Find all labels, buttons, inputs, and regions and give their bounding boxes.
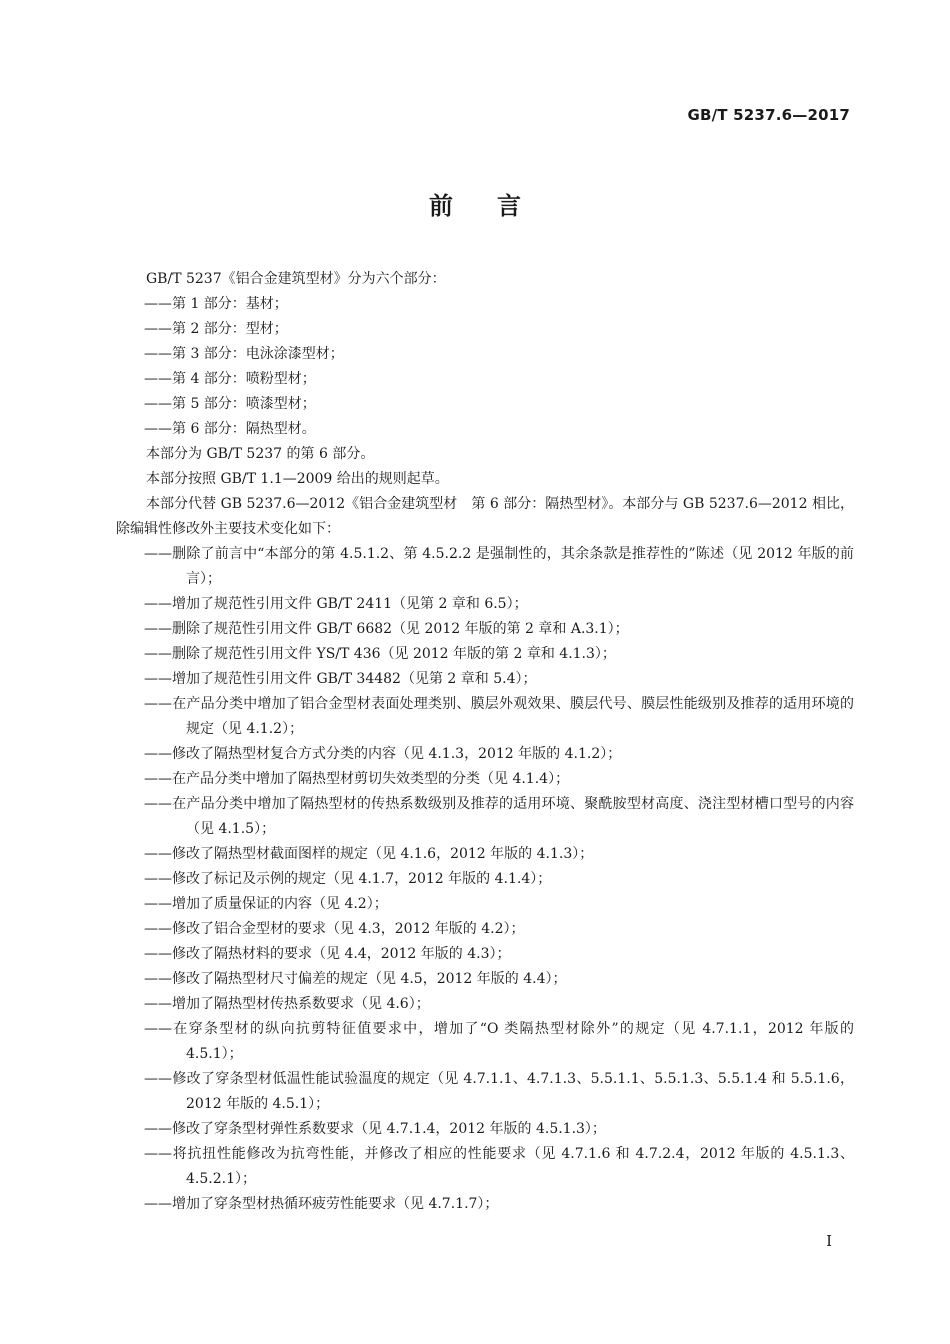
list-item: ——修改了穿条型材弹性系数要求（见 4.7.1.4，2012 年版的 4.5.1.3）； <box>144 1121 606 1137</box>
statement-paragraph: 本部分代替 GB 5237.6—2012《铝合金建筑型材 第 6 部分：隔热型材》。本部分与 GB 5237.6—2012 相比，除编辑性修改外主要技术变化如下： <box>116 496 854 537</box>
list-item: ——增加了穿条型材热循环疲劳性能要求（见 4.7.1.7）； <box>144 1196 499 1212</box>
list-item: ——删除了规范性引用文件 GB/T 6682（见 2012 年版的第 2 章和 A.3.1）； <box>144 621 629 637</box>
list-item: ——第 2 部分：型材； <box>144 321 288 337</box>
list-item: ——修改了标记及示例的规定（见 4.1.7，2012 年版的 4.1.4）； <box>144 871 552 887</box>
list-item: ——修改了隔热型材复合方式分类的内容（见 4.1.3，2012 年版的 4.1.2）； <box>144 746 622 762</box>
changes-list <box>116 542 854 1217</box>
list-item: ——在产品分类中增加了隔热型材剪切失效类型的分类（见 4.1.4）； <box>144 771 570 787</box>
statement-paragraph: 本部分为 GB/T 5237 的第 6 部分。 <box>146 446 375 462</box>
list-item: ——删除了规范性引用文件 YS/T 436（见 2012 年版的第 2 章和 4.1.3）； <box>144 646 616 662</box>
list-item: ——第 5 部分：喷漆型材； <box>144 396 316 412</box>
list-item: ——修改了铝合金型材的要求（见 4.3，2012 年版的 4.2）； <box>144 921 525 937</box>
list-item: ——第 1 部分：基材； <box>144 296 288 312</box>
list-item: ——增加了隔热型材传热系数要求（见 4.6）； <box>144 996 430 1012</box>
standard-code: GB/T 5237.6—2017 <box>687 106 850 124</box>
list-item: ——增加了规范性引用文件 GB/T 2411（见第 2 章和 6.5）； <box>144 596 528 612</box>
page-number: I <box>826 1232 832 1250</box>
page-title: 前言 <box>429 192 565 220</box>
preface-body <box>116 267 854 1217</box>
list-item: ——第 4 部分：喷粉型材； <box>144 371 316 387</box>
list-item: ——第 6 部分：隔热型材。 <box>144 421 316 437</box>
list-item: ——将抗扭性能修改为抗弯性能，并修改了相应的性能要求（见 4.7.1.6 和 4.7.2.4，2012 年版的 4.5.1.3、4.5.2.1）； <box>144 1146 854 1187</box>
list-item: ——修改了穿条型材低温性能试验温度的规定（见 4.7.1.1、4.7.1.3、5.5.1.1、5.5.1.3、5.5.1.4 和 5.5.1.6，2012 年版的 4.5.1）； <box>144 1071 854 1112</box>
list-item: ——删除了前言中“本部分的第 4.5.1.2、第 4.5.2.2 是强制性的，其余条款是推荐性的”陈述（见 2012 年版的前言）； <box>144 546 854 587</box>
list-item: ——在穿条型材的纵向抗剪特征值要求中，增加了“O 类隔热型材除外”的规定（见 4.7.1.1，2012 年版的 4.5.1）； <box>144 1021 854 1062</box>
list-item: ——修改了隔热型材尺寸偏差的规定（见 4.5，2012 年版的 4.4）； <box>144 971 567 987</box>
list-item: ——第 3 部分：电泳涂漆型材； <box>144 346 344 362</box>
statement-paragraph: 本部分按照 GB/T 1.1—2009 给出的规则起草。 <box>146 471 449 487</box>
list-item: ——修改了隔热材料的要求（见 4.4，2012 年版的 4.3）； <box>144 946 511 962</box>
parts-list <box>116 292 854 442</box>
intro-paragraph: GB/T 5237《铝合金建筑型材》分为六个部分： <box>146 271 446 287</box>
list-item: ——在产品分类中增加了铝合金型材表面处理类别、膜层外观效果、膜层代号、膜层性能级别及推荐的适用环境的规定（见 4.1.2）； <box>144 696 854 737</box>
list-item: ——增加了规范性引用文件 GB/T 34482（见第 2 章和 5.4）； <box>144 671 537 687</box>
list-item: ——修改了隔热型材截面图样的规定（见 4.1.6，2012 年版的 4.1.3）； <box>144 846 594 862</box>
list-item: ——在产品分类中增加了隔热型材的传热系数级别及推荐的适用环境、聚酰胺型材高度、浇注型材槽口型号的内容（见 4.1.5）； <box>144 796 854 837</box>
list-item: ——增加了质量保证的内容（见 4.2）； <box>144 896 388 912</box>
